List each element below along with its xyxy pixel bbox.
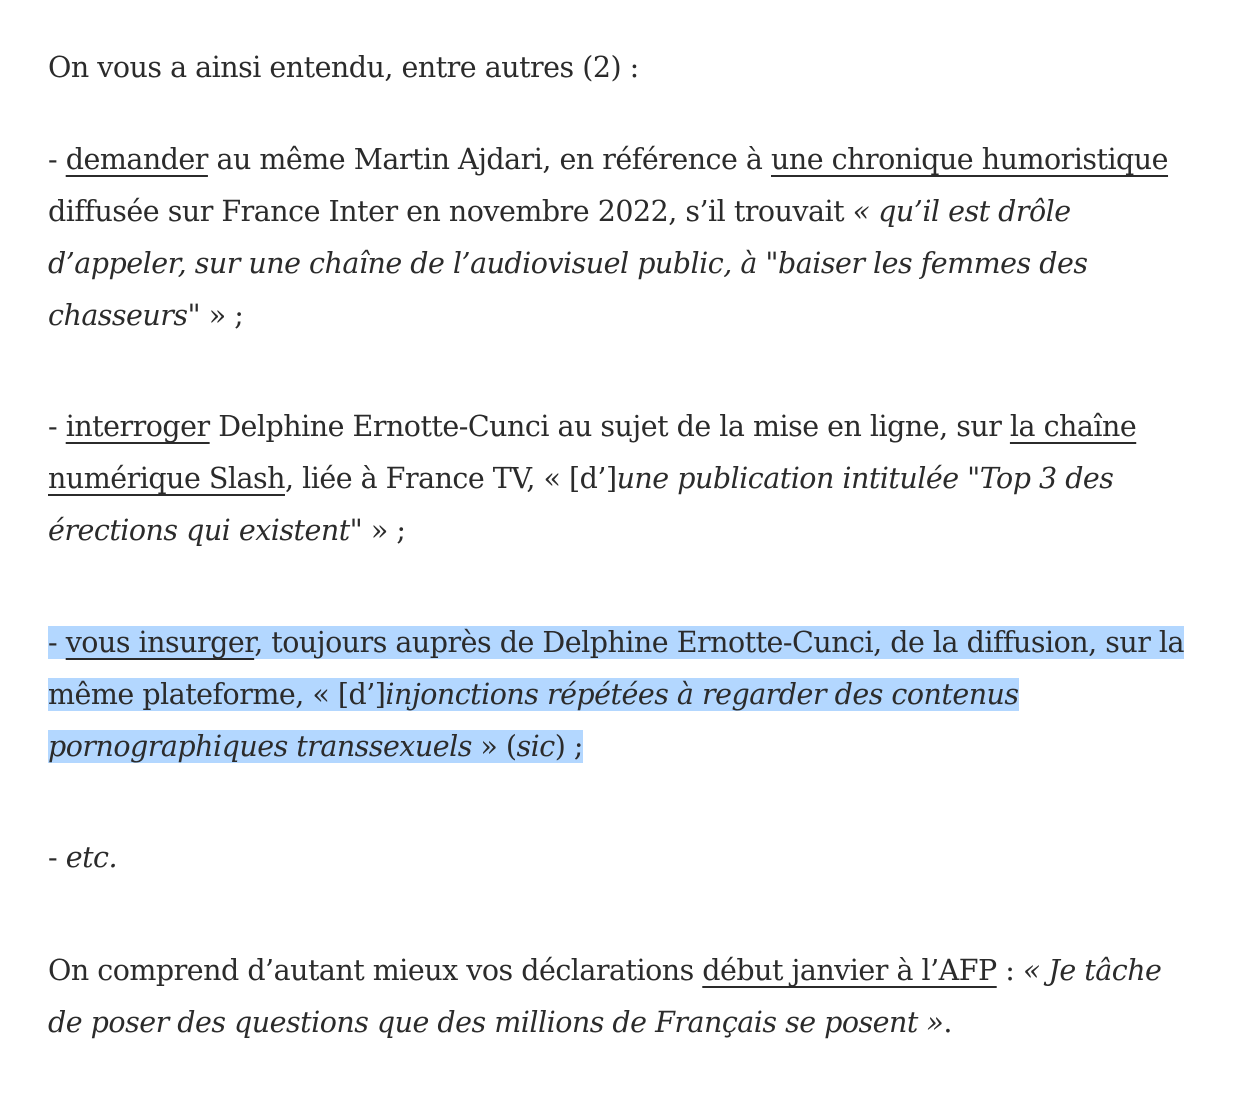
list-item-insurger (48, 617, 1198, 773)
quote-top3: une publication intitulée "Top 3 des érections qui existent" (48, 462, 1114, 547)
list-item-demander: - demander au même Martin Ajdari, en référence à une chronique humoristique diffusée sur France Inter en novembre 2022, s’il trouvait « qu’il est drôle d’appeler, sur une chaîne de l’audiovisuel public, à "baiser les femmes des chasseurs" » ; (48, 143, 1169, 332)
selected-text: - vous insurger, toujours auprès de Delphine Ernotte-Cunci, de la diffusion, sur la même plateforme, « [d’]injonctions répétées à regarder des contenus pornographiques transsexuels » (sic) ; (48, 626, 1185, 763)
link-interroger[interactable]: interroger (65, 410, 210, 443)
link-chaine-slash[interactable]: la chaîne numérique Slash (48, 410, 1137, 495)
outro-paragraph: On comprend d’autant mieux vos déclarations début janvier à l’AFP : « Je tâche de poser des questions que des millions de Français se posent ». (48, 954, 1162, 1039)
quote-millions: « Je tâche de poser des questions que des millions de Français se posent » (48, 954, 1162, 1039)
list-item-interroger: - interroger Delphine Ernotte-Cunci au sujet de la mise en ligne, sur la chaîne numérique Slash, liée à France TV, « [d’]une publication intitulée "Top 3 des érections qui existent" » ; (48, 410, 1137, 547)
link-afp[interactable]: début janvier à l’AFP (702, 954, 997, 987)
link-chronique-humoristique[interactable]: une chronique humoristique (771, 143, 1169, 176)
list-item-etc: - etc. (48, 841, 118, 874)
link-vous-insurger[interactable]: vous insurger (65, 626, 255, 659)
intro-text: On vous a ainsi entendu, entre autres (2) : (48, 51, 639, 84)
quote-chasseurs: qu’il est drôle d’appeler, sur une chaîne de l’audiovisuel public, à "baiser les femmes des chasseurs" (48, 195, 1088, 332)
intro-paragraph (48, 42, 1198, 94)
quote-injonctions: injonctions répétées à regarder des contenus pornographiques transsexuels (48, 678, 1019, 763)
link-demander[interactable]: demander (65, 143, 208, 176)
